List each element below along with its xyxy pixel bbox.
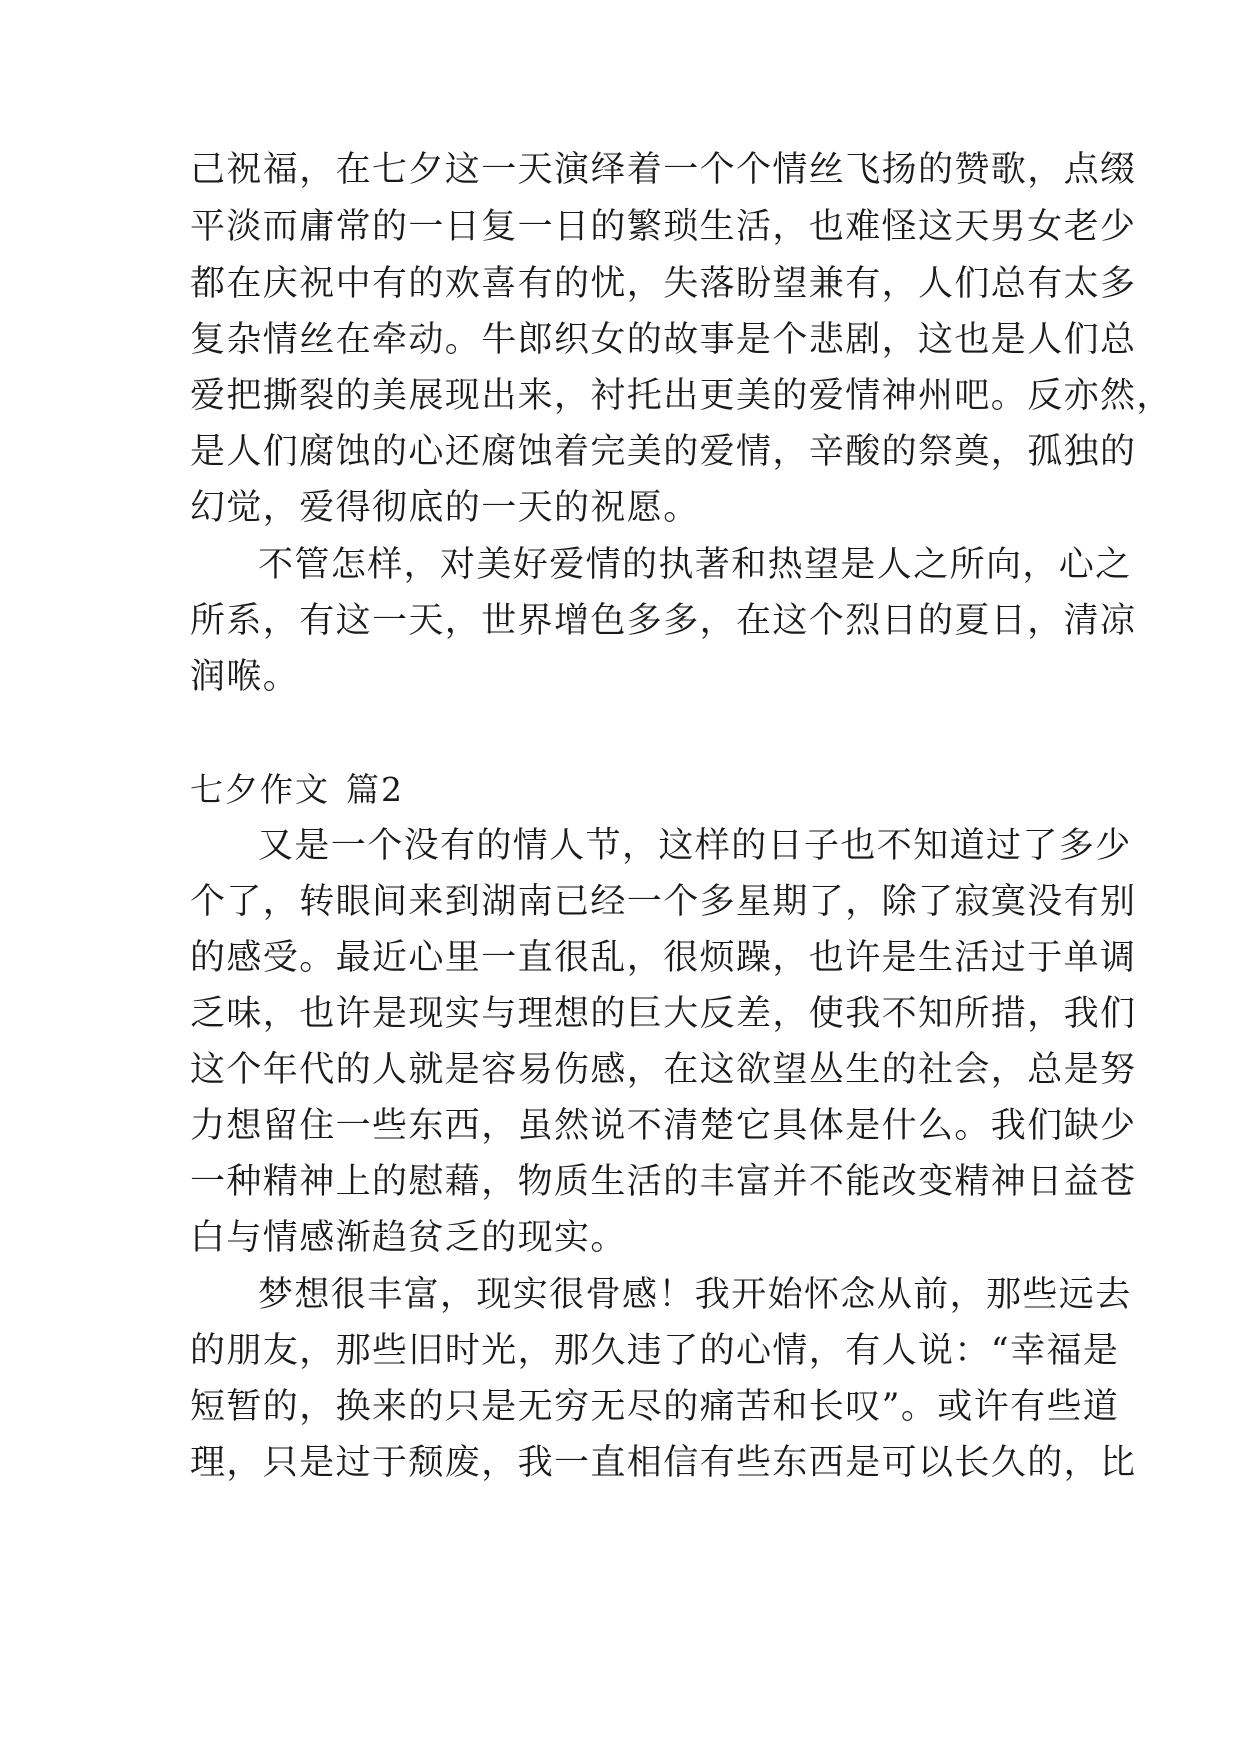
text-line: 润喉。 [190, 657, 300, 697]
text-line: 这个年代的人就是容易伤感，在这欲望丛生的社会，总是努 [190, 1050, 1137, 1090]
text-line: 的感受。最近心里一直很乱，很烦躁，也许是生活过于单调 [190, 938, 1137, 978]
text-line: 己祝福，在七夕这一天演绎着一个个情丝飞扬的赞歌，点缀 [190, 150, 1137, 190]
text-line: 不管怎样，对美好爱情的执著和热望是人之所向，心之 [258, 545, 1132, 585]
text-line: 复杂情丝在牵动。牛郎织女的故事是个悲剧，这也是人们总 [190, 320, 1137, 360]
heading-title: 七夕作文 [190, 770, 330, 809]
text-line: 一种精神上的慰藉，物质生活的丰富并不能改变精神日益苍 [190, 1162, 1137, 1202]
section-heading [190, 770, 404, 810]
text-line: 乏味，也许是现实与理想的巨大反差，使我不知所措，我们 [190, 994, 1137, 1034]
text-line: 的朋友，那些旧时光，那久违了的心情，有人说：“幸福是 [190, 1331, 1120, 1371]
text-line: 爱把撕裂的美展现出来，衬托出更美的爱情神州吧。反亦然， [190, 376, 1173, 416]
text-line: 幻觉，爱得彻底的一天的祝愿。 [190, 488, 700, 528]
text-line: 梦想很丰富，现实很骨感！我开始怀念从前，那些远去 [258, 1275, 1132, 1315]
heading-number: 篇2 [346, 770, 404, 809]
text-line: 短暂的，换来的只是无穷无尽的痛苦和长叹”。或许有些道 [190, 1387, 1120, 1427]
text-line: 个了，转眼间来到湖南已经一个多星期了，除了寂寞没有别 [190, 882, 1137, 922]
text-line: 理，只是过于颓废，我一直相信有些东西是可以长久的，比 [190, 1443, 1137, 1483]
text-line: 平淡而庸常的一日复一日的繁琐生活，也难怪这天男女老少 [190, 207, 1137, 247]
text-line: 力想留住一些东西，虽然说不清楚它具体是什么。我们缺少 [190, 1106, 1137, 1146]
text-line: 所系，有这一天，世界增色多多，在这个烈日的夏日，清凉 [190, 601, 1137, 641]
text-line: 是人们腐蚀的心还腐蚀着完美的爱情，辛酸的祭奠，孤独的 [190, 432, 1137, 472]
text-line: 都在庆祝中有的欢喜有的忧，失落盼望兼有，人们总有太多 [190, 264, 1137, 304]
text-line: 白与情感渐趋贫乏的现实。 [190, 1218, 627, 1258]
text-line: 又是一个没有的情人节，这样的日子也不知道过了多少 [258, 826, 1132, 866]
